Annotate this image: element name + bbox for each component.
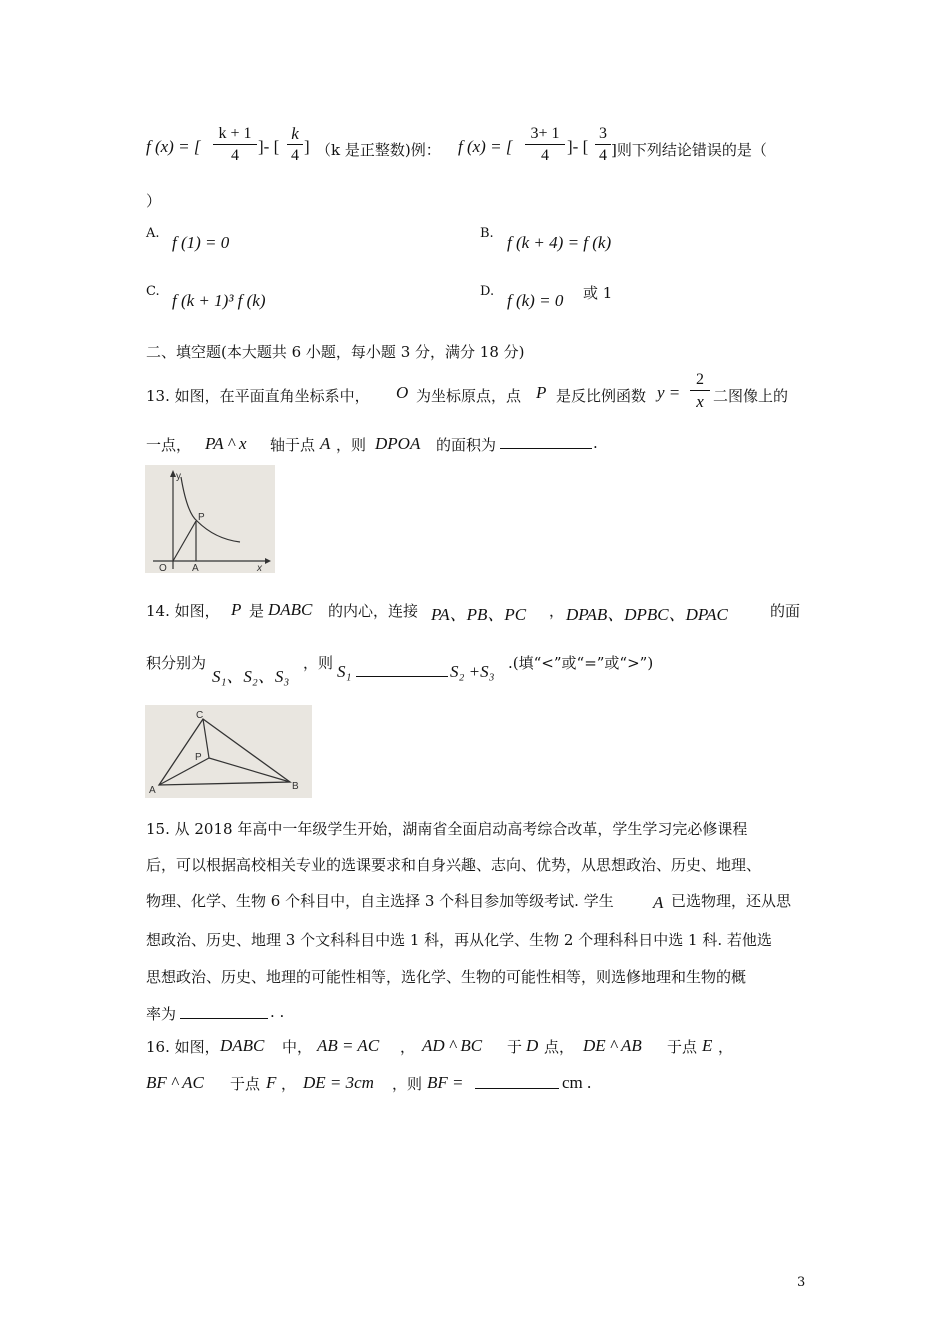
q13-frac [690,370,710,413]
q12-frac4-num: 3 [595,124,611,145]
q14-rhs: S₂ +S₃ [450,662,495,681]
q16-mid4: 于点 [667,1038,698,1056]
label-p: P [195,752,202,763]
q15-line4: 想政治、历史、地理 3 个文科科目中选 1 科，再从化学、生物 2 个理科科日中选 1 科. 若他选 [146,931,772,949]
q16-eq2: DE = 3cm [303,1073,374,1092]
q12-note: （k 是正整数)例： [316,141,441,159]
q13-end: . [593,434,598,452]
q16-line2-mid: 于点 [230,1075,261,1093]
q14-sep: ， [549,602,565,620]
q16-e-var: E [702,1036,713,1055]
label-c: C [196,710,204,721]
label-o: O [159,563,167,573]
q12-frac2-den: 4 [291,147,299,164]
q14-tri: DABC [268,600,313,619]
q12-mid2: ]- [ [567,137,589,156]
q13-prefix: 13. 如图，在平面直角坐标系中， [146,387,370,405]
q15-answer-blank[interactable] [180,1004,268,1019]
q12-fx-lhs: f (x) = [ [146,137,201,156]
option-b-text: f (k + 4) = f (k) [507,233,612,252]
q16-d-var: D [526,1036,539,1055]
q14-line2-mid: ，则 [303,654,334,672]
q16-f-var: F [266,1073,277,1092]
q16-mid: 中， [282,1038,313,1056]
q13-a-var: A [320,434,331,453]
q16-mid2: 于 [507,1038,523,1056]
q12-example-fx: f (x) = [ [458,137,513,156]
option-d-text: f (k) = 0 [507,291,564,310]
label-a: A [149,785,156,796]
q13-line2-mid2: ，则 [336,436,367,454]
q12-tail: ]则下列结论错误的是（ [611,141,767,159]
x-axis-arrow [265,558,271,564]
q14-tris: DPAB、DPBC、DPAC [566,605,728,624]
label-a: A [192,563,199,573]
q16-answer-blank[interactable] [475,1074,559,1089]
option-d-tail: 或 1 [583,284,613,302]
q15-line6-prefix: 率为 [146,1005,177,1023]
q16-bf: BF = [427,1073,464,1092]
option-c-text: f (k + 1)³ f (k) [172,291,266,310]
q14-s-list: S₁、S₂、S₃ [212,667,290,686]
option-b-label: B. [480,226,494,241]
q12-frac1-num: k + 1 [213,124,257,145]
q16-tri: DABC [220,1036,265,1055]
q12-frac4 [595,124,611,167]
segment-op [173,521,196,561]
q16-mid3: 点， [544,1038,575,1056]
label-b: B [292,781,299,792]
label-x: x [257,563,262,573]
q12-close-paren: ） [146,192,162,210]
q12-frac4-den: 4 [599,147,607,164]
q12-frac1 [213,124,257,167]
q16-sep3: ， [281,1075,297,1093]
q15-line1: 15. 从 2018 年高中一年级学生开始，湖南省全面启动高考综合改革，学生学习完必修课程 [146,820,748,838]
q16-unit: cm . [562,1073,592,1092]
q16-cond2: DE ^ AB [583,1036,642,1055]
q14-mid: 是 [249,602,265,620]
q14-line2-prefix: 积分别为 [146,654,207,672]
q15-line5: 思想政治、历史、地理的可能性相等，选化学、生物的可能性相等，则选修地理和生物的概 [146,968,747,986]
label-y: y [176,471,181,482]
label-p: P [198,512,205,523]
q14-prefix: 14. 如图， [146,602,220,620]
q14-p-var: P [231,600,242,619]
option-a-label: A. [146,226,160,241]
q12-frac3-num: 3+ 1 [525,124,565,145]
q16-sep2: ， [718,1038,734,1056]
q13-suffix: 二图像上的 [713,387,789,405]
q15-a-var: A [653,893,664,912]
q13-func-lhs: y = [657,383,681,402]
section-2-title: 二、填空题(本大题共 6 小题，每小题 3 分，满分 18 分) [146,343,525,361]
q13-p-var: P [536,383,547,402]
q13-mid: 为坐标原点，点 [416,387,522,405]
q16-cond1: AD ^ BC [422,1036,483,1055]
q13-figure [145,465,275,573]
q13-line2-mid: 轴于点 [270,436,316,454]
q14-s1: S₁ [337,662,352,681]
q15-line6-suffix: . . [270,1003,285,1021]
option-d-label: D. [480,284,495,299]
q14-line2-suffix: .(填“<”或“=”或“>”) [508,654,654,672]
q15-line2: 后，可以根据高校相关专业的选课要求和自身兴趣、志向、优势，从思想政治、历史、地理、 [146,856,762,874]
q16-line2-mid2: ，则 [392,1075,423,1093]
q12-frac2-num: k [287,124,303,145]
q14-answer-blank[interactable] [356,662,448,677]
q12-mid1: ]- [ [258,137,280,156]
q14-suffix: 的面 [770,602,801,620]
q13-cond: PA ^ x [205,434,247,453]
q12-close1: ] [304,137,310,156]
option-a-text: f (1) = 0 [172,233,230,252]
q14-segs: PA、PB、PC [431,605,527,624]
q13-line2-prefix: 一点， [146,436,192,454]
q16-cond3: BF ^ AC [146,1073,204,1092]
q12-frac2 [287,124,303,167]
q14-mid2: 的内心，连接 [328,602,419,620]
q15-line3-suffix: 已选物理，还从思 [671,892,792,910]
q13-line2-suffix: 的面积为 [436,436,497,454]
q13-answer-blank[interactable] [500,434,592,449]
segment-pc [203,719,209,758]
q14-figure [145,705,312,798]
q16-eq1: AB = AC [317,1036,380,1055]
q16-prefix: 16. 如图， [146,1038,220,1056]
q12-frac3 [525,124,565,167]
q15-line3-prefix: 物理、化学、生物 6 个科目中，自主选择 3 个科目参加等级考试. 学生 [146,892,614,910]
segment-pb [209,758,290,782]
page-number: 3 [797,1275,806,1290]
q12-frac3-den: 4 [541,147,549,164]
q13-mid2: 是反比例函数 [556,387,647,405]
triangle-abc [159,719,290,785]
q12-frac1-den: 4 [231,147,239,164]
q13-tri: DPOA [375,434,421,453]
q16-sep1: ， [400,1038,416,1056]
q13-frac-den: x [696,392,704,411]
option-c-label: C. [146,284,160,299]
q13-frac-num: 2 [690,370,710,391]
q13-o-var: O [396,383,409,402]
